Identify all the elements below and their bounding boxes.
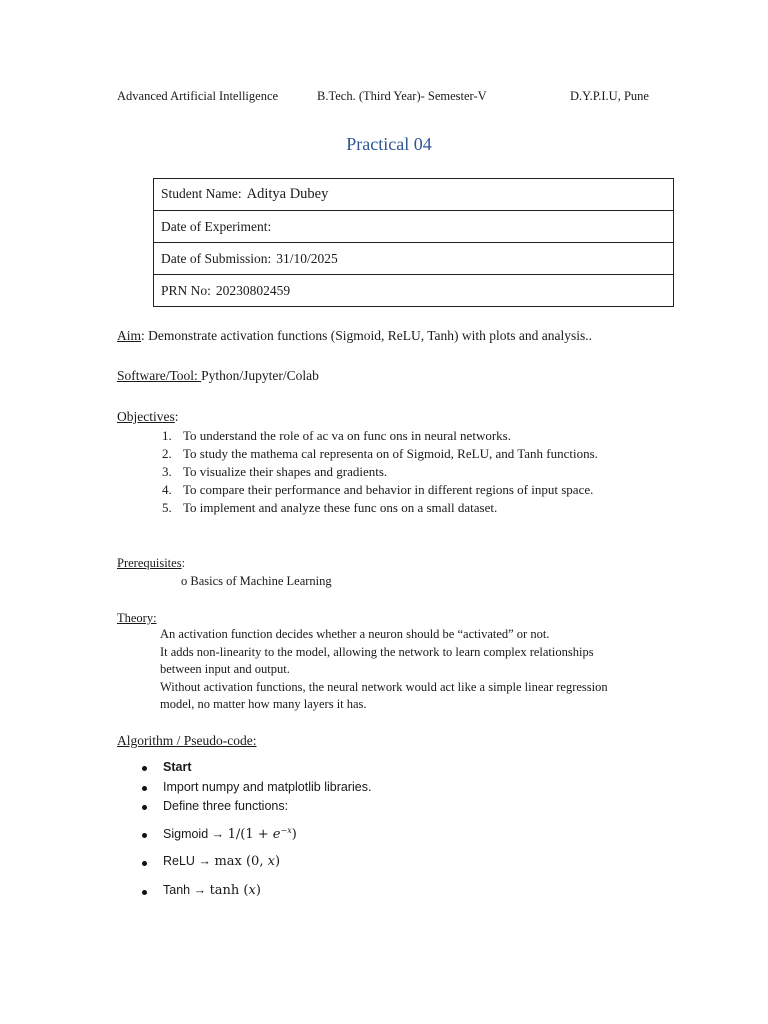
institute-name: D.Y.P.I.U, Pune <box>570 89 649 103</box>
date-experiment-cell <box>154 211 674 243</box>
theory-line: An activation function decides whether a neuron should be “activated” or not. <box>160 627 550 641</box>
sigmoid-label: Sigmoid <box>163 827 209 841</box>
list-item: To compare their performance and behavior in different regions of input space. <box>183 482 594 497</box>
list-item: To implement and analyze these func ons on a small dataset. <box>183 500 498 515</box>
objectives-colon: : <box>174 409 179 424</box>
table-row <box>154 243 674 275</box>
arrow-icon: → <box>193 883 207 897</box>
algorithm-step-sigmoid <box>163 826 297 842</box>
prerequisites-heading <box>117 556 185 571</box>
list-item-number: 4. <box>162 482 172 497</box>
algorithm-step-define: Define three functions: <box>163 799 289 813</box>
date-submission-value: 31/10/2025 <box>276 250 338 266</box>
bullet-icon <box>142 766 147 771</box>
bullet-icon <box>142 786 147 791</box>
theory-line: between input and output. <box>160 662 290 676</box>
formula-part: e <box>272 827 281 842</box>
table-row <box>154 211 674 243</box>
arrow-icon: → <box>211 827 225 841</box>
software-text: Python/Jupyter/Colab <box>201 368 319 383</box>
sigmoid-formula <box>228 827 297 842</box>
theory-line: It adds non-linearity to the model, allowing the network to learn complex relationships <box>160 645 594 659</box>
date-submission-cell <box>154 243 674 275</box>
theory-label: Theory: <box>117 611 157 625</box>
aim-text: : Demonstrate activation functions (Sigmoid, ReLU, Tanh) with plots and analysis.. <box>141 328 592 343</box>
formula-part: tanh ( <box>209 883 249 898</box>
bullet-icon <box>142 890 147 895</box>
formula-part: ) <box>274 854 281 869</box>
relu-formula <box>214 854 280 869</box>
theory-line: Without activation functions, the neural network would act like a simple linear regression <box>160 680 608 694</box>
formula-part: ) <box>291 827 297 842</box>
software-section <box>117 368 319 384</box>
bullet-icon <box>142 833 147 838</box>
list-item-number: 2. <box>162 446 172 461</box>
algorithm-step-relu <box>163 854 280 869</box>
student-name-cell <box>154 179 674 211</box>
bullet-icon <box>142 805 147 810</box>
algorithm-step-import: Import numpy and matplotlib libraries. <box>163 780 372 794</box>
list-item-number: 5. <box>162 500 172 515</box>
prerequisites-label: Prerequisites <box>117 556 182 570</box>
formula-part: x <box>248 883 256 898</box>
table-row <box>154 179 674 211</box>
tanh-formula <box>210 883 261 898</box>
student-name-label: Student Name: <box>161 186 242 201</box>
formula-part: x <box>267 854 275 869</box>
date-experiment-label: Date of Experiment: <box>161 218 272 234</box>
student-info-table <box>153 178 674 307</box>
theory-line: model, no matter how many layers it has. <box>160 697 367 711</box>
formula-part: 1/(1 + <box>227 827 273 842</box>
arrow-icon: → <box>198 854 211 868</box>
prn-label: PRN No: <box>161 282 211 298</box>
prerequisites-colon: : <box>181 556 186 570</box>
prerequisite-item: o Basics of Machine Learning <box>181 574 332 588</box>
algorithm-step-tanh <box>163 883 261 898</box>
list-item-number: 3. <box>162 464 172 479</box>
list-item: To study the mathema cal representa on of Sigmoid, ReLU, and Tanh functions. <box>183 446 598 461</box>
program-name: B.Tech. (Third Year)- Semester-V <box>317 89 487 103</box>
bullet-icon <box>142 861 147 866</box>
course-name: Advanced Artificial Intelligence <box>117 89 279 103</box>
relu-label: ReLU <box>163 854 195 868</box>
table-row <box>154 275 674 307</box>
list-item: To visualize their shapes and gradients. <box>183 464 388 479</box>
objectives-label: Objectives <box>117 409 175 424</box>
software-label: Software/Tool: <box>117 368 202 383</box>
list-item-number: 1. <box>162 428 172 443</box>
formula-part: ) <box>255 883 261 898</box>
algorithm-label: Algorithm / Pseudo-code: <box>117 733 257 748</box>
aim-section <box>117 328 592 344</box>
date-submission-label: Date of Submission: <box>161 250 272 266</box>
formula-part: max (0, <box>214 854 268 869</box>
prn-value: 20230802459 <box>215 282 291 298</box>
tanh-label: Tanh <box>163 883 191 897</box>
formula-exponent: −x <box>280 826 292 835</box>
prn-cell <box>154 275 674 307</box>
aim-label: Aim <box>117 328 142 343</box>
page-title: Practical 04 <box>346 134 432 154</box>
objectives-heading <box>117 409 179 425</box>
student-name-value: Aditya Dubey <box>246 186 329 202</box>
algorithm-step-start: Start <box>163 760 192 774</box>
list-item: To understand the role of ac va on func ons in neural networks. <box>183 428 511 443</box>
